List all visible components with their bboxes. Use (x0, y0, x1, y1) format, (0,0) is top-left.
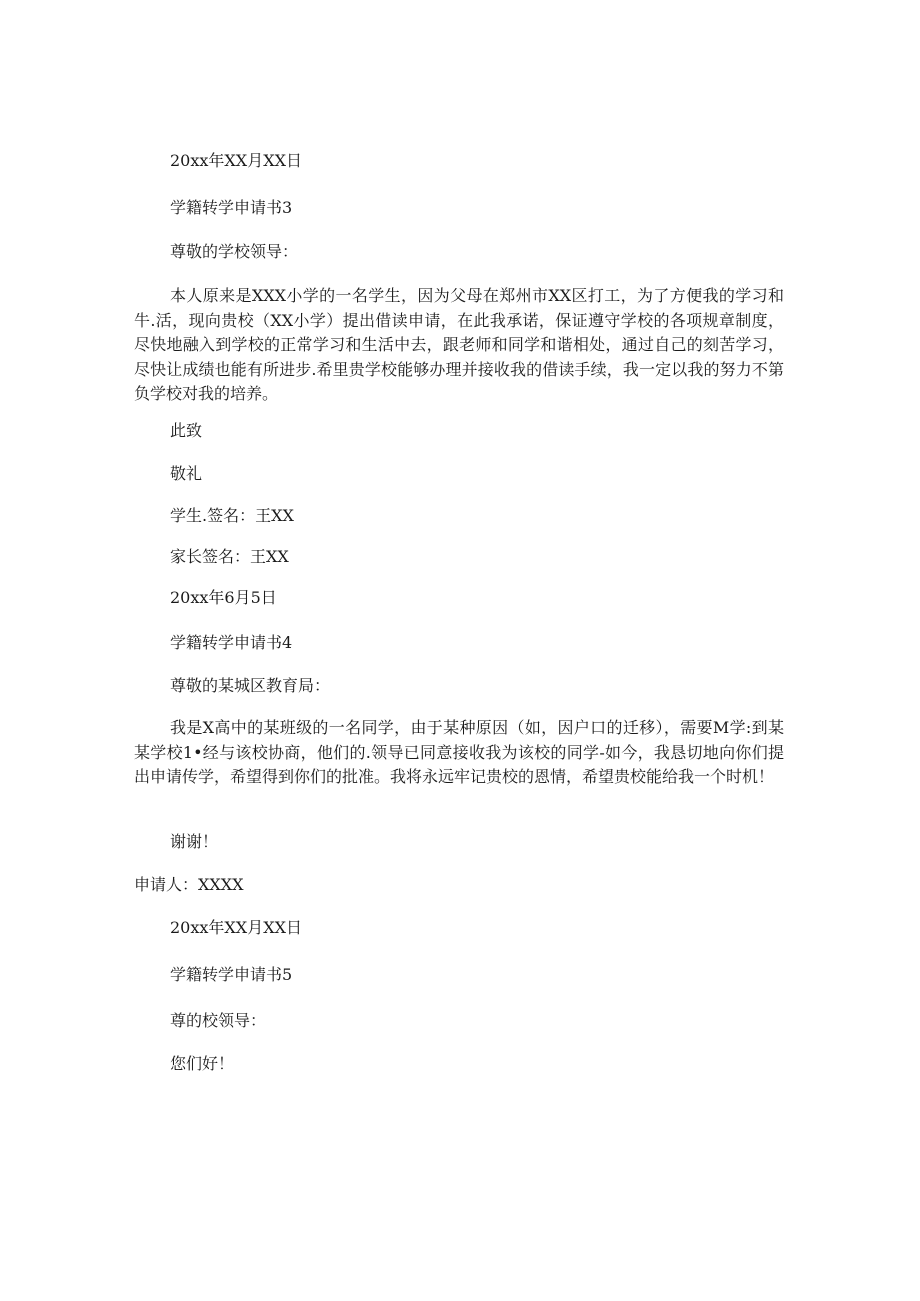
date-line-2: 20xx年6月5日 (170, 588, 277, 607)
thanks-line: 谢谢！ (170, 832, 219, 851)
title-application-4: 学籍转学申请书4 (170, 633, 293, 652)
parent-signature: 家长签名：王XX (170, 547, 289, 566)
body-paragraph-3-text: 本人原来是XXX小学的一名学生，因为父母在郑州市XX区打工，为了方便我的学习和牛.活，现向贵校（XX小学）提出借读申请，在此我承诺，保证遵守学校的各项规章制度，尽快地融入到学校的正常学习和生活中去，跟老师和同学和谐相处，通过自己的刻苦学习，尽快让成绩也能有所进步.希里贵学校能够办理并接收我的借读手续，我一定以我的努力不第负学校对我的培养。 (134, 286, 784, 403)
date-line-1: 20xx年XX月XX日 (170, 151, 302, 170)
greeting-education-bureau: 尊敬的某城区教育局： (170, 676, 331, 695)
student-signature: 学生.签名：王XX (170, 506, 294, 525)
body-paragraph-3 (134, 284, 784, 407)
greeting-school-leaders-5: 尊的校领导： (170, 1011, 267, 1030)
closing-cizhi: 此致 (170, 421, 203, 440)
date-line-3: 20xx年XX月XX日 (170, 918, 302, 937)
title-application-3: 学籍转学申请书3 (170, 198, 293, 217)
applicant-line: 申请人：XXXX (134, 875, 244, 894)
body-paragraph-4 (134, 716, 784, 790)
title-application-5: 学籍转学申请书5 (170, 965, 293, 984)
closing-jingli: 敬礼 (170, 464, 203, 483)
hello-line: 您们好！ (170, 1054, 235, 1073)
body-paragraph-4-text: 我是X高中的某班级的一名同学，由于某种原因（如，因户口的迁移），需要M学:到某某学校1•经与该校协商，他们的.领导已同意接收我为该校的同学-如今，我恳切地向你们提出申请传学，希望得到你们的批准。我将永远牢记贵校的恩情，希望贵校能给我一个时机！ (134, 718, 784, 786)
greeting-school-leaders: 尊敬的学校领导： (170, 242, 299, 261)
